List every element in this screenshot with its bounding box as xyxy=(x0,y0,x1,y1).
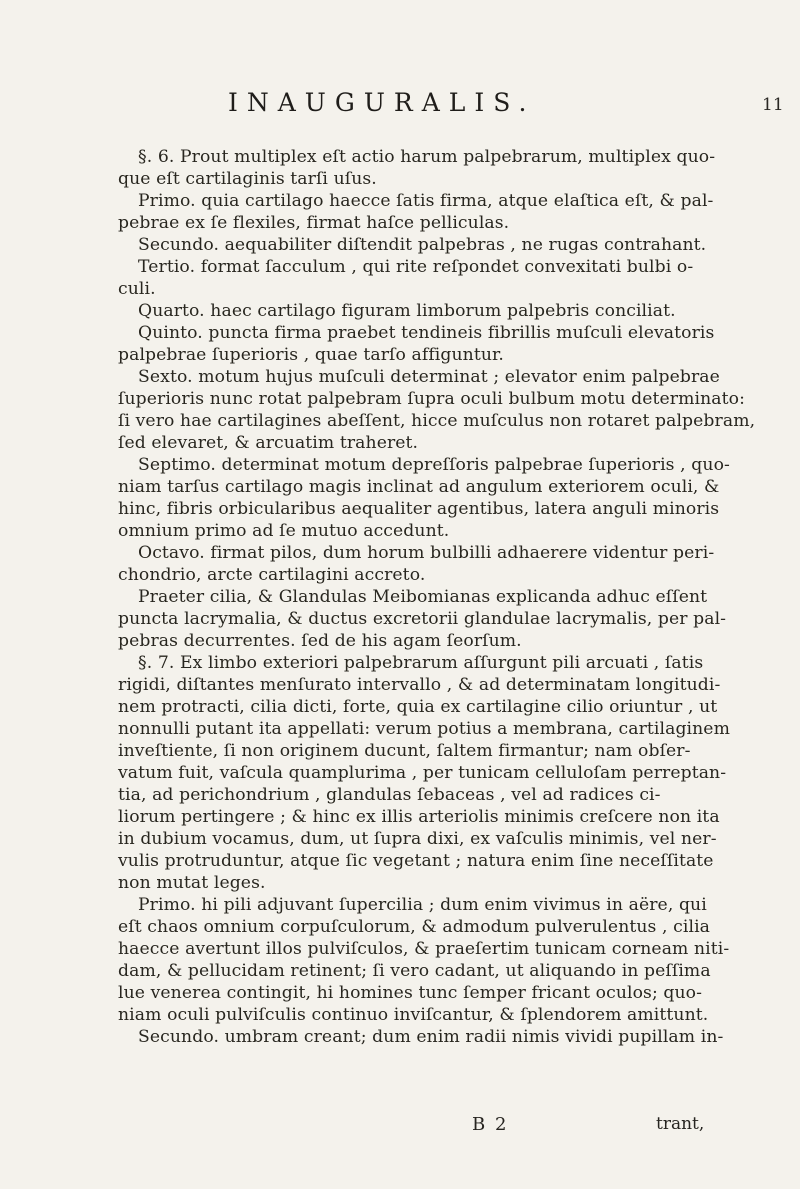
text-line: ſuperioris nunc rotat palpebram ſupra oculi bulbum motu determinato: xyxy=(118,389,745,409)
text-line: eſt chaos omnium corpuſculorum, & admodum pulverulentus , cilia xyxy=(118,917,711,937)
text-line: que eſt cartilaginis tarſi uſus. xyxy=(118,169,377,189)
running-head xyxy=(0,88,800,122)
text-line: non mutat leges. xyxy=(118,873,266,893)
text-line: Quarto. haec cartilago figuram limborum palpebris conciliat. xyxy=(138,301,676,321)
text-line: nonnulli putant ita appellati: verum potius a membrana, cartilaginem xyxy=(118,719,730,739)
text-line: omnium primo ad ſe mutuo accedunt. xyxy=(118,521,450,541)
text-line: Sexto. motum hujus muſculi determinat ; elevator enim palpebrae xyxy=(138,367,720,387)
text-line: ſi vero hae cartilagines abeſſent, hicce muſculus non rotaret palpebram, xyxy=(118,411,756,431)
text-line: Primo. hi pili adjuvant ſupercilia ; dum enim vivimus in aëre, qui xyxy=(138,895,707,915)
text-line: lue venerea contingit, hi homines tunc ſemper fricant oculos; quo- xyxy=(118,983,703,1003)
catchword: trant, xyxy=(656,1114,705,1134)
text-line: pebrae ex ſe flexiles, firmat haſce pelliculas. xyxy=(118,213,510,233)
text-line: chondrio, arcte cartilagini accreto. xyxy=(118,565,426,585)
page-number: 11 xyxy=(762,95,784,115)
signature-mark: B 2 xyxy=(472,1114,509,1135)
text-line: tia, ad perichondrium , glandulas ſebaceas , vel ad radices ci- xyxy=(118,785,661,805)
text-line: Tertio. format ſacculum , qui rite reſpondet convexitati bulbi o- xyxy=(138,257,694,277)
text-line: liorum pertingere ; & hinc ex illis arteriolis minimis creſcere non ita xyxy=(118,807,720,827)
text-line: palpebrae ſuperioris , quae tarſo affiguntur. xyxy=(118,345,504,365)
text-line: Secundo. aequabiliter diſtendit palpebras , ne rugas contrahant. xyxy=(138,235,707,255)
text-line: culi. xyxy=(118,279,156,299)
text-line: puncta lacrymalia, & ductus excretorii glandulae lacrymalis, per pal- xyxy=(118,609,727,629)
text-line: vatum fuit, vaſcula quamplurima , per tunicam celluloſam perreptan- xyxy=(118,763,727,783)
text-line: Octavo. firmat pilos, dum horum bulbilli adhaerere videntur peri- xyxy=(138,543,715,563)
text-line: vulis protruduntur, atque ſic vegetant ; natura enim ſine neceſſitate xyxy=(118,851,714,871)
text-line: §. 6. Prout multiplex eſt actio harum palpebrarum, multiplex quo- xyxy=(138,147,716,167)
running-title: INAUGURALIS. xyxy=(228,88,536,117)
text-line: hinc, fibris orbicularibus aequaliter agentibus, latera anguli minoris xyxy=(118,499,720,519)
text-line: niam oculi pulviſculis continuo inviſcantur, & ſplendorem amittunt. xyxy=(118,1005,709,1025)
text-line: ſed elevaret, & arcuatim traheret. xyxy=(118,433,419,453)
text-line: pebras decurrentes. ſed de his agam ſeorſum. xyxy=(118,631,522,651)
text-line: Praeter cilia, & Glandulas Meibomianas explicanda adhuc eſſent xyxy=(138,587,708,607)
text-line: nem protracti, cilia dicti, forte, quia ex cartilagine cilio oriuntur , ut xyxy=(118,697,718,717)
text-line: Primo. quia cartilago haecce ſatis firma, atque elaſtica eſt, & pal- xyxy=(138,191,714,211)
text-line: niam tarſus cartilago magis inclinat ad angulum exteriorem oculi, & xyxy=(118,477,720,497)
text-line: haecce avertunt illos pulviſculos, & praeſertim tunicam corneam niti- xyxy=(118,939,730,959)
text-line: Quinto. puncta firma praebet tendineis fibrillis muſculi elevatoris xyxy=(138,323,715,343)
text-line: in dubium vocamus, dum, ut ſupra dixi, ex vaſculis minimis, vel ner- xyxy=(118,829,717,849)
text-line: inveſtiente, ſi non originem ducunt, ſaltem firmantur; nam obſer- xyxy=(118,741,691,761)
text-line: §. 7. Ex limbo exteriori palpebrarum aſſurgunt pili arcuati , ſatis xyxy=(138,653,704,673)
text-line: dam, & pellucidam retinent; ſi vero cadant, ut aliquando in peſſima xyxy=(118,961,711,981)
text-line: rigidi, diſtantes menſurato intervallo , & ad determinatam longitudi- xyxy=(118,675,721,695)
text-line: Septimo. determinat motum depreſſoris palpebrae ſuperioris , quo- xyxy=(138,455,730,475)
text-line: Secundo. umbram creant; dum enim radii nimis vividi pupillam in- xyxy=(138,1027,724,1047)
page-footer xyxy=(0,1114,800,1138)
